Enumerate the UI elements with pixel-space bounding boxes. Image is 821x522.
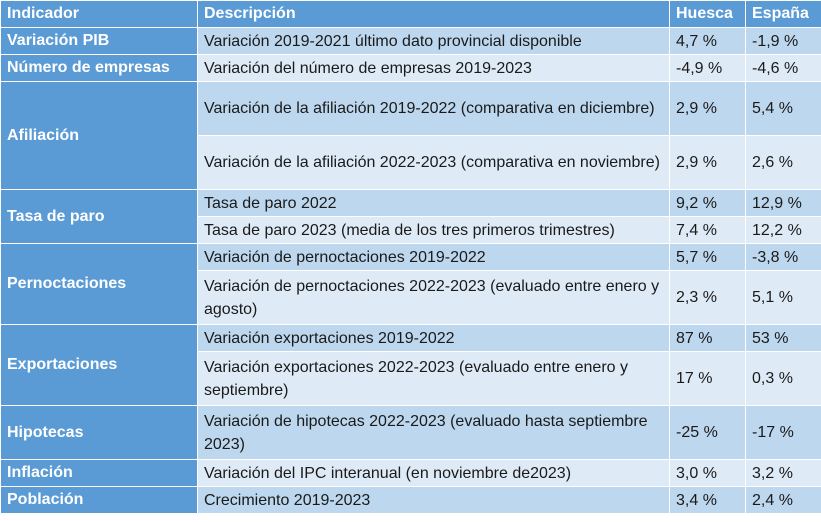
huesca-value: 7,4 % [670,217,746,244]
espana-value: 12,9 % [746,190,821,217]
table-row [1,487,821,514]
huesca-value: 5,7 % [670,244,746,271]
description-cell: Variación exportaciones 2019-2022 [198,325,670,352]
header-espana: España [746,1,821,28]
indicator-cell: Hipotecas [1,406,198,460]
indicator-cell: Pernoctaciones [1,244,198,325]
huesca-value: -25 % [670,406,746,460]
espana-value: -1,9 % [746,28,821,55]
table-row [1,406,821,460]
huesca-value: 2,9 % [670,136,746,190]
espana-value: 53 % [746,325,821,352]
huesca-value: 9,2 % [670,190,746,217]
header-row [1,1,821,28]
espana-value: -3,8 % [746,244,821,271]
indicator-cell: Afiliación [1,82,198,190]
header-indicador: Indicador [1,1,198,28]
description-cell: Variación de la afiliación 2022-2023 (comparativa en noviembre) [198,136,670,190]
description-cell: Variación del número de empresas 2019-2023 [198,55,670,82]
indicator-cell: Tasa de paro [1,190,198,244]
espana-value: 3,2 % [746,460,821,487]
table-row [1,28,821,55]
espana-value: 5,4 % [746,82,821,136]
huesca-value: 17 % [670,352,746,406]
table-row [1,460,821,487]
description-cell: Tasa de paro 2023 (media de los tres primeros trimestres) [198,217,670,244]
table-row [1,55,821,82]
espana-value: -4,6 % [746,55,821,82]
description-cell: Tasa de paro 2022 [198,190,670,217]
table-row [1,190,821,217]
huesca-value: 2,9 % [670,82,746,136]
header-huesca: Huesca [670,1,746,28]
table-row [1,82,821,136]
huesca-value: 87 % [670,325,746,352]
espana-value: 2,4 % [746,487,821,514]
description-cell: Variación de pernoctaciones 2022-2023 (evaluado entre enero y agosto) [198,271,670,325]
espana-value: 12,2 % [746,217,821,244]
indicator-cell: Inflación [1,460,198,487]
description-cell: Variación de la afiliación 2019-2022 (comparativa en diciembre) [198,82,670,136]
espana-value: -17 % [746,406,821,460]
indicator-cell: Exportaciones [1,325,198,406]
indicator-cell: Número de empresas [1,55,198,82]
description-cell: Variación exportaciones 2022-2023 (evaluado entre enero y septiembre) [198,352,670,406]
description-cell: Variación de hipotecas 2022-2023 (evaluado hasta septiembre 2023) [198,406,670,460]
huesca-value: 4,7 % [670,28,746,55]
header-descripcion: Descripción [198,1,670,28]
indicator-cell: Población [1,487,198,514]
indicator-cell: Variación PIB [1,28,198,55]
huesca-value: 2,3 % [670,271,746,325]
description-cell: Crecimiento 2019-2023 [198,487,670,514]
huesca-value: -4,9 % [670,55,746,82]
espana-value: 5,1 % [746,271,821,325]
table-row [1,244,821,271]
description-cell: Variación del IPC interanual (en noviembre de2023) [198,460,670,487]
huesca-value: 3,0 % [670,460,746,487]
description-cell: Variación de pernoctaciones 2019-2022 [198,244,670,271]
espana-value: 2,6 % [746,136,821,190]
description-cell: Variación 2019-2021 último dato provincial disponible [198,28,670,55]
huesca-value: 3,4 % [670,487,746,514]
espana-value: 0,3 % [746,352,821,406]
table-row [1,325,821,352]
